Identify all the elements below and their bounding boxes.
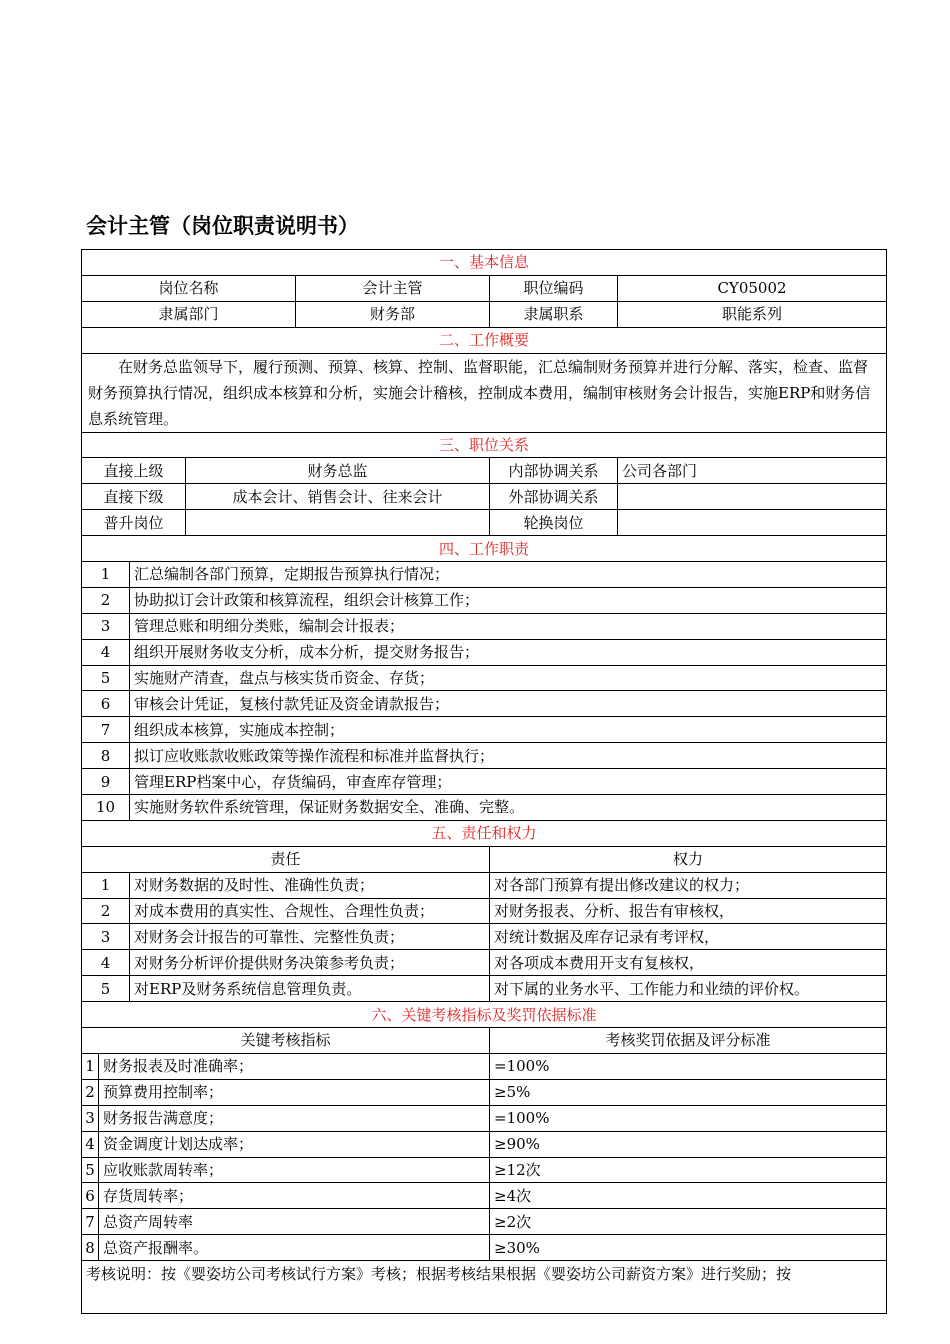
job-description-table (81, 249, 887, 1314)
table-row (82, 1028, 887, 1054)
label-cell: 内部协调关系 (490, 458, 618, 484)
table-row (82, 301, 887, 327)
column-header-power: 权力 (490, 846, 887, 872)
overview-text: 在财务总监领导下，履行预测、预算、核算、控制、监督职能，汇总编制财务预算并进行分解、落实，检查、监督财务预算执行情况，组织成本核算和分析，实施会计稽核，控制成本费用，编制审核财务会计报告，实施ERP和财务信息系统管理。 (82, 353, 887, 432)
power-text: 对下属的业务水平、工作能力和业绩的评价权。 (490, 976, 887, 1002)
item-number: 5 (82, 1157, 99, 1183)
standard-text: ≥90% (490, 1131, 887, 1157)
item-number: 5 (82, 665, 130, 691)
table-row (82, 872, 887, 898)
duty-text: 实施财产清查，盘点与核实货币资金、存货； (130, 665, 887, 691)
section-header-relations: 三、职位关系 (82, 432, 887, 458)
power-text: 对财务报表、分析、报告有审核权， (490, 898, 887, 924)
table-row (82, 898, 887, 924)
section-header-basic: 一、基本信息 (82, 250, 887, 276)
label-cell: 外部协调关系 (490, 484, 618, 510)
table-row (82, 846, 887, 872)
standard-text: ≥4次 (490, 1183, 887, 1209)
value-cell (186, 510, 490, 536)
duty-text: 管理总账和明细分类账，编制会计报表； (130, 613, 887, 639)
item-number: 1 (82, 562, 130, 588)
item-number: 1 (82, 872, 130, 898)
standard-text: ≥12次 (490, 1157, 887, 1183)
label-cell: 轮换岗位 (490, 510, 618, 536)
label-cell: 隶属职系 (490, 301, 618, 327)
duty-text: 组织成本核算，实施成本控制； (130, 717, 887, 743)
table-row (82, 639, 887, 665)
value-cell: 财务总监 (186, 458, 490, 484)
label-cell: 岗位名称 (82, 275, 296, 301)
column-header-responsibility: 责任 (82, 846, 490, 872)
table-row (82, 1235, 887, 1261)
item-number: 5 (82, 976, 130, 1002)
responsibility-text: 对财务会计报告的可靠性、完整性负责； (130, 924, 490, 950)
duty-text: 实施财务软件系统管理，保证财务数据安全、准确、完整。 (130, 795, 887, 821)
power-text: 对统计数据及库存记录有考评权， (490, 924, 887, 950)
value-cell: 成本会计、销售会计、往来会计 (186, 484, 490, 510)
table-row (82, 976, 887, 1002)
assessment-note: 考核说明：按《婴姿坊公司考核试行方案》考核；根据考核结果根据《婴姿坊公司薪资方案》进行奖励；按 (82, 1261, 887, 1314)
section-header-overview: 二、工作概要 (82, 327, 887, 353)
page-title: 会计主管（岗位职责说明书） (86, 214, 359, 238)
item-number: 2 (82, 1079, 99, 1105)
item-number: 3 (82, 1105, 99, 1131)
table-row (82, 1079, 887, 1105)
standard-text: =100% (490, 1105, 887, 1131)
section-header-duties: 四、工作职责 (82, 536, 887, 562)
power-text: 对各项成本费用开支有复核权， (490, 950, 887, 976)
label-cell: 直接下级 (82, 484, 186, 510)
section-header-rights: 五、责任和权力 (82, 820, 887, 846)
table-row (82, 484, 887, 510)
kpi-text: 总资产报酬率。 (99, 1235, 490, 1261)
responsibility-text: 对成本费用的真实性、合规性、合理性负责； (130, 898, 490, 924)
item-number: 6 (82, 691, 130, 717)
column-header-kpi: 关键考核指标 (82, 1028, 490, 1054)
label-cell: 普升岗位 (82, 510, 186, 536)
item-number: 7 (82, 717, 130, 743)
item-number: 10 (82, 795, 130, 821)
standard-text: ≥30% (490, 1235, 887, 1261)
item-number: 4 (82, 639, 130, 665)
responsibility-text: 对ERP及财务系统信息管理负责。 (130, 976, 490, 1002)
table-row (82, 1183, 887, 1209)
table-row (82, 1105, 887, 1131)
duty-text: 协助拟订会计政策和核算流程，组织会计核算工作； (130, 587, 887, 613)
table-row (82, 613, 887, 639)
duty-text: 汇总编制各部门预算，定期报告预算执行情况； (130, 562, 887, 588)
item-number: 4 (82, 950, 130, 976)
value-cell: 会计主管 (296, 275, 490, 301)
duty-text: 管理ERP档案中心，存货编码，审查库存管理； (130, 769, 887, 795)
kpi-text: 财务报告满意度； (99, 1105, 490, 1131)
value-cell (618, 484, 887, 510)
item-number: 3 (82, 613, 130, 639)
table-row (82, 665, 887, 691)
label-cell: 隶属部门 (82, 301, 296, 327)
kpi-text: 存货周转率； (99, 1183, 490, 1209)
item-number: 6 (82, 1183, 99, 1209)
kpi-text: 应收账款周转率； (99, 1157, 490, 1183)
column-header-standard: 考核奖罚依据及评分标准 (490, 1028, 887, 1054)
table-row (82, 1209, 887, 1235)
table-row (82, 458, 887, 484)
responsibility-text: 对财务数据的及时性、准确性负责； (130, 872, 490, 898)
item-number: 3 (82, 924, 130, 950)
table-row (82, 562, 887, 588)
value-cell: 公司各部门 (618, 458, 887, 484)
item-number: 7 (82, 1209, 99, 1235)
table-row (82, 275, 887, 301)
table-row (82, 1053, 887, 1079)
table-row (82, 717, 887, 743)
kpi-text: 财务报表及时准确率； (99, 1053, 490, 1079)
table-row (82, 510, 887, 536)
duty-text: 审核会计凭证，复核付款凭证及资金请款报告； (130, 691, 887, 717)
table-row (82, 1131, 887, 1157)
label-cell: 职位编码 (490, 275, 618, 301)
duty-text: 组织开展财务收支分析，成本分析，提交财务报告； (130, 639, 887, 665)
duty-text: 拟订应收账款收账政策等操作流程和标准并监督执行； (130, 743, 887, 769)
value-cell: CY05002 (618, 275, 887, 301)
value-cell: 财务部 (296, 301, 490, 327)
table-row (82, 743, 887, 769)
standard-text: ≥5% (490, 1079, 887, 1105)
item-number: 4 (82, 1131, 99, 1157)
section-header-kpi: 六、关键考核指标及奖罚依据标准 (82, 1002, 887, 1028)
item-number: 8 (82, 1235, 99, 1261)
table-row (82, 950, 887, 976)
label-cell: 直接上级 (82, 458, 186, 484)
item-number: 1 (82, 1053, 99, 1079)
item-number: 2 (82, 898, 130, 924)
kpi-text: 总资产周转率 (99, 1209, 490, 1235)
value-cell (618, 510, 887, 536)
standard-text: =100% (490, 1053, 887, 1079)
responsibility-text: 对财务分析评价提供财务决策参考负责； (130, 950, 490, 976)
value-cell: 职能系列 (618, 301, 887, 327)
kpi-text: 预算费用控制率； (99, 1079, 490, 1105)
item-number: 2 (82, 587, 130, 613)
kpi-text: 资金调度计划达成率； (99, 1131, 490, 1157)
item-number: 8 (82, 743, 130, 769)
item-number: 9 (82, 769, 130, 795)
table-row (82, 691, 887, 717)
table-row (82, 769, 887, 795)
table-row (82, 1157, 887, 1183)
standard-text: ≥2次 (490, 1209, 887, 1235)
power-text: 对各部门预算有提出修改建议的权力； (490, 872, 887, 898)
table-row (82, 795, 887, 821)
table-row (82, 587, 887, 613)
table-row (82, 924, 887, 950)
